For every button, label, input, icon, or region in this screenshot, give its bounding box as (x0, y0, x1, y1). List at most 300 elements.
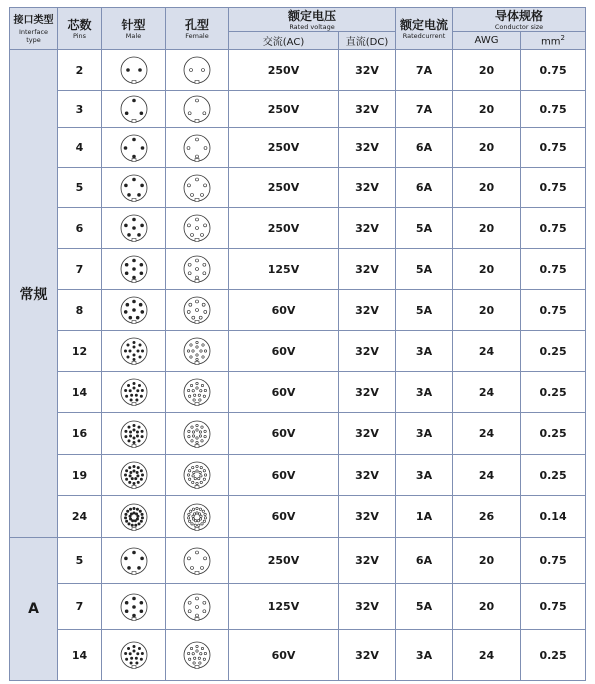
connector-pin (130, 512, 132, 514)
connector-pin (188, 435, 190, 437)
connector-pin (124, 652, 126, 654)
connector-pin (139, 609, 142, 612)
connector-pin (137, 466, 139, 468)
female-connector-diagram (177, 374, 217, 410)
connector-pin (190, 384, 192, 386)
connector-pin (129, 390, 131, 392)
connector-pin (135, 662, 137, 664)
male-diagram-cell (102, 331, 166, 372)
connector-pin (134, 524, 136, 526)
connector-pin (132, 551, 135, 554)
mm2-cell: 0.25 (521, 331, 586, 372)
connector-pin (196, 428, 198, 430)
connector-pin (196, 650, 198, 652)
connector-pin (196, 645, 198, 647)
mm2-cell: 0.25 (521, 455, 586, 496)
connector-pin (125, 658, 127, 660)
connector-pin (132, 99, 135, 102)
female-diagram-cell (166, 128, 229, 168)
connector-pin (125, 609, 128, 612)
ac-voltage-cell: 250V (229, 538, 339, 584)
connector-pin (124, 474, 126, 476)
connector-pin (196, 309, 199, 312)
connector-pin (132, 259, 135, 262)
ac-voltage-cell: 125V (229, 584, 339, 630)
female-diagram-cell (166, 630, 229, 681)
connector-pin (190, 69, 193, 72)
connector-pin (129, 517, 131, 519)
connector-pin (192, 316, 195, 319)
connector-pin (134, 519, 136, 521)
female-diagram-cell (166, 290, 229, 331)
connector-pin (128, 481, 130, 483)
connector-pin (132, 358, 134, 360)
interface-type-group: 常规 (10, 50, 58, 538)
awg-cell: 24 (453, 372, 521, 413)
awg-cell: 24 (453, 630, 521, 681)
connector-pin (124, 389, 126, 391)
connector-pin (132, 436, 134, 438)
awg-cell: 20 (453, 50, 521, 91)
connector-pin (191, 425, 193, 427)
male-connector-diagram (114, 210, 154, 246)
male-diagram-cell (102, 413, 166, 455)
connector-pin (187, 516, 189, 518)
connector-pin (141, 474, 143, 476)
connector-pin (191, 439, 193, 441)
awg-cell: 26 (453, 496, 521, 538)
pins-cell: 6 (58, 208, 102, 249)
male-diagram-cell (102, 128, 166, 168)
female-diagram-cell (166, 331, 229, 372)
connector-pin (196, 138, 199, 141)
connector-pin (189, 510, 191, 512)
connector-pin (137, 425, 139, 427)
mm2-cell: 0.75 (521, 91, 586, 128)
connector-pin (193, 394, 195, 396)
dc-voltage-cell: 32V (339, 331, 396, 372)
connector-pin (132, 465, 134, 467)
male-diagram-cell (102, 208, 166, 249)
male-diagram-cell (102, 455, 166, 496)
female-diagram-cell (166, 91, 229, 128)
mm2-cell: 0.75 (521, 208, 586, 249)
table-row (10, 91, 586, 128)
connector-pin (192, 481, 194, 483)
connector-pin (193, 662, 195, 664)
connector-pin (139, 601, 142, 604)
dc-voltage-cell: 32V (339, 208, 396, 249)
connector-pin (136, 508, 138, 510)
connector-pin (139, 510, 141, 512)
connector-pin (130, 657, 132, 659)
connector-pin (132, 605, 135, 608)
connector-pin (132, 387, 134, 389)
pins-cell: 8 (58, 290, 102, 331)
interface-type-group: A (10, 538, 58, 681)
connector-pin (138, 647, 140, 649)
mm2-cell: 0.14 (521, 496, 586, 538)
connector-pin (187, 183, 190, 186)
table-row (10, 168, 586, 208)
table-row (10, 372, 586, 413)
pins-cell: 12 (58, 331, 102, 372)
connector-pin (191, 566, 194, 569)
rated-current-cell: 3A (396, 455, 453, 496)
connector-pin (201, 425, 203, 427)
connector-pin (187, 310, 190, 313)
connector-pin (140, 513, 142, 515)
header-ac: 交流(AC) (229, 32, 339, 50)
awg-cell: 20 (453, 290, 521, 331)
connector-pin (192, 515, 194, 517)
connector-pin (193, 512, 195, 514)
connector-pin (137, 193, 140, 196)
connector-pin (204, 146, 207, 149)
connector-pin (124, 516, 126, 518)
connector-pin (190, 356, 192, 358)
connector-pin (187, 146, 190, 149)
dc-voltage-cell: 32V (339, 290, 396, 331)
dc-voltage-cell: 32V (339, 584, 396, 630)
male-connector-diagram (114, 543, 154, 579)
connector-pin (201, 193, 204, 196)
header-pins: 芯数 Pins (58, 8, 102, 50)
connector-pin (204, 516, 206, 518)
female-diagram-cell (166, 413, 229, 455)
connector-pin (131, 477, 133, 479)
awg-cell: 24 (453, 331, 521, 372)
connector-pin (188, 520, 190, 522)
awg-cell: 24 (453, 413, 521, 455)
connector-pin (204, 310, 207, 313)
connector-pin (125, 520, 127, 522)
connector-pin (126, 510, 128, 512)
table-row (10, 584, 586, 630)
connector-pin (196, 358, 198, 360)
connector-pin (199, 662, 201, 664)
connector-pin (196, 178, 199, 181)
connector-pin (135, 657, 137, 659)
connector-pin (202, 69, 205, 72)
female-connector-diagram (177, 130, 217, 166)
table-row (10, 630, 586, 681)
ac-voltage-cell: 250V (229, 91, 339, 128)
connector-pin (190, 344, 192, 346)
connector-pin (125, 112, 128, 115)
male-connector-diagram (114, 457, 154, 493)
connector-pin (201, 384, 203, 386)
dc-voltage-cell: 32V (339, 128, 396, 168)
pins-cell: 24 (58, 496, 102, 538)
connector-pin (198, 657, 200, 659)
connector-pin (203, 658, 205, 660)
connector-pin (132, 470, 134, 472)
connector-pin (135, 471, 137, 473)
connector-pin (196, 605, 199, 608)
dc-voltage-cell: 32V (339, 630, 396, 681)
female-connector-diagram (177, 52, 217, 88)
ac-voltage-cell: 250V (229, 208, 339, 249)
rated-current-cell: 5A (396, 208, 453, 249)
header-rated-current: 额定电流 Ratedcurrent (396, 8, 453, 50)
connector-pin (137, 481, 139, 483)
female-connector-diagram (177, 499, 217, 535)
female-connector-diagram (177, 457, 217, 493)
connector-pin (132, 155, 135, 158)
connector-pin (193, 657, 195, 659)
connector-pin (132, 227, 135, 230)
rated-current-cell: 7A (396, 91, 453, 128)
connector-pin (196, 387, 198, 389)
table-row (10, 496, 586, 538)
connector-pin (137, 566, 140, 569)
connector-pin (200, 515, 202, 517)
rated-current-cell: 1A (396, 496, 453, 538)
connector-pin (140, 470, 142, 472)
header-conductor-size: 导体规格 Conductor size (453, 8, 586, 32)
ac-voltage-cell: 125V (229, 249, 339, 290)
pins-cell: 5 (58, 168, 102, 208)
rated-current-cell: 6A (396, 538, 453, 584)
header-male: 针型 Male (102, 8, 166, 50)
connector-pin (196, 259, 199, 262)
connector-pin (140, 658, 142, 660)
connector-pin (132, 441, 134, 443)
connector-pin (127, 384, 129, 386)
female-connector-diagram (177, 589, 217, 625)
connector-pin (202, 510, 204, 512)
connector-pin (125, 263, 128, 266)
dc-voltage-cell: 32V (339, 413, 396, 455)
connector-pin (138, 344, 140, 346)
connector-pin (200, 466, 202, 468)
male-connector-diagram (114, 637, 154, 673)
connector-pin (127, 425, 129, 427)
connector-pin (132, 482, 134, 484)
connector-pin (204, 652, 206, 654)
connector-pin (203, 263, 206, 266)
connector-pin (136, 390, 138, 392)
connector-pin (132, 428, 134, 430)
connector-pin (188, 601, 191, 604)
ac-voltage-cell: 60V (229, 630, 339, 681)
ac-voltage-cell: 60V (229, 372, 339, 413)
male-connector-diagram (114, 374, 154, 410)
ac-voltage-cell: 60V (229, 413, 339, 455)
pins-cell: 3 (58, 91, 102, 128)
connector-pin (129, 662, 131, 664)
connector-pin (192, 434, 194, 436)
connector-pin (140, 435, 142, 437)
connector-pin (201, 522, 203, 524)
connector-pin (132, 382, 134, 384)
connector-pin (196, 507, 198, 509)
male-connector-diagram (114, 130, 154, 166)
header-interface-type: 接口类型 Interface type (10, 8, 58, 50)
rated-current-cell: 3A (396, 413, 453, 455)
connector-pin (139, 112, 142, 115)
awg-cell: 20 (453, 584, 521, 630)
spec-table-wrapper (9, 7, 586, 681)
connector-pin (196, 227, 199, 230)
connector-pin (132, 614, 135, 617)
connector-pin (196, 614, 199, 617)
connector-pin (196, 346, 198, 348)
connector-pin (125, 478, 127, 480)
connector-pin (129, 471, 131, 473)
connector-pin (199, 399, 201, 401)
connector-pin (135, 394, 137, 396)
awg-cell: 20 (453, 538, 521, 584)
connector-pin (132, 597, 135, 600)
rated-current-cell: 3A (396, 331, 453, 372)
connector-pin (132, 650, 134, 652)
connector-pin (204, 474, 206, 476)
connector-pin (132, 346, 134, 348)
connector-pin (192, 653, 194, 655)
ac-voltage-cell: 250V (229, 50, 339, 91)
connector-pin (128, 475, 130, 477)
connector-pin (187, 350, 189, 352)
connector-pin (124, 146, 127, 149)
connector-pin (140, 478, 142, 480)
connector-pin (188, 272, 191, 275)
female-diagram-cell (166, 538, 229, 584)
connector-pin (199, 434, 201, 436)
connector-pin (125, 395, 127, 397)
connector-pin (204, 435, 206, 437)
connector-pin (203, 609, 206, 612)
connector-pin (136, 434, 138, 436)
connector-pin (187, 389, 189, 391)
connector-pin (189, 303, 192, 306)
connector-pin (192, 430, 194, 432)
connector-pin (202, 356, 204, 358)
pins-cell: 2 (58, 50, 102, 91)
connector-pin (200, 350, 202, 352)
awg-cell: 24 (453, 455, 521, 496)
connector-pin (190, 647, 192, 649)
female-diagram-cell (166, 455, 229, 496)
connector-pin (196, 597, 199, 600)
ac-voltage-cell: 60V (229, 496, 339, 538)
connector-pin (140, 395, 142, 397)
dc-voltage-cell: 32V (339, 249, 396, 290)
connector-pin (127, 439, 129, 441)
rated-current-cell: 6A (396, 128, 453, 168)
connector-pin (136, 517, 138, 519)
connector-pin (191, 522, 193, 524)
connector-pin (198, 524, 200, 526)
connector-pin (138, 356, 140, 358)
rated-current-cell: 5A (396, 290, 453, 331)
connector-pin (193, 471, 195, 473)
male-connector-diagram (114, 333, 154, 369)
connector-pin (188, 430, 190, 432)
pins-cell: 7 (58, 584, 102, 630)
rated-current-cell: 3A (396, 630, 453, 681)
header-awg: AWG (453, 32, 521, 50)
connector-pin (132, 300, 135, 303)
connector-pin (203, 272, 206, 275)
connector-pin (194, 524, 196, 526)
connector-pin (141, 350, 143, 352)
connector-pin (200, 390, 202, 392)
female-diagram-cell (166, 249, 229, 290)
connector-pin (201, 233, 204, 236)
spec-table-body (10, 50, 586, 681)
connector-pin (202, 303, 205, 306)
connector-pin (201, 647, 203, 649)
male-connector-diagram (114, 499, 154, 535)
male-connector-diagram (114, 292, 154, 328)
connector-pin (192, 466, 194, 468)
pins-cell: 16 (58, 413, 102, 455)
connector-pin (204, 183, 207, 186)
female-connector-diagram (177, 292, 217, 328)
male-diagram-cell (102, 372, 166, 413)
connector-pin (124, 350, 126, 352)
connector-pin (128, 350, 130, 352)
connector-pin (129, 653, 131, 655)
connector-pin (132, 218, 135, 221)
connector-pin (191, 193, 194, 196)
awg-cell: 20 (453, 91, 521, 128)
connector-pin (138, 384, 140, 386)
connector-pin (129, 508, 131, 510)
connector-pin (203, 395, 205, 397)
table-row (10, 538, 586, 584)
connector-pin (197, 519, 199, 521)
connector-pin (136, 515, 138, 517)
pins-cell: 14 (58, 630, 102, 681)
connector-pin (191, 233, 194, 236)
connector-pin (204, 389, 206, 391)
connector-pin (204, 513, 206, 515)
female-connector-diagram (177, 251, 217, 287)
male-connector-diagram (114, 589, 154, 625)
connector-pin (136, 350, 138, 352)
connector-pin (200, 481, 202, 483)
mm2-cell: 0.75 (521, 168, 586, 208)
connector-pin (192, 390, 194, 392)
pins-cell: 14 (58, 372, 102, 413)
connector-pin (201, 566, 204, 569)
connector-pin (196, 268, 199, 271)
connector-pin (127, 647, 129, 649)
ac-voltage-cell: 250V (229, 168, 339, 208)
connector-pin (141, 652, 143, 654)
connector-pin (188, 470, 190, 472)
connector-pin (187, 224, 190, 227)
connector-pin (132, 645, 134, 647)
connector-pin (187, 474, 189, 476)
connector-pin (124, 435, 126, 437)
female-diagram-cell (166, 372, 229, 413)
connector-pin (192, 517, 194, 519)
connector-pin (196, 551, 199, 554)
connector-pin (135, 512, 137, 514)
table-row (10, 331, 586, 372)
connector-pin (196, 470, 198, 472)
connector-pin (192, 475, 194, 477)
connector-pin (127, 233, 130, 236)
connector-pin (188, 513, 190, 515)
connector-pin (203, 470, 205, 472)
female-diagram-cell (166, 208, 229, 249)
mm2-cell: 0.75 (521, 249, 586, 290)
